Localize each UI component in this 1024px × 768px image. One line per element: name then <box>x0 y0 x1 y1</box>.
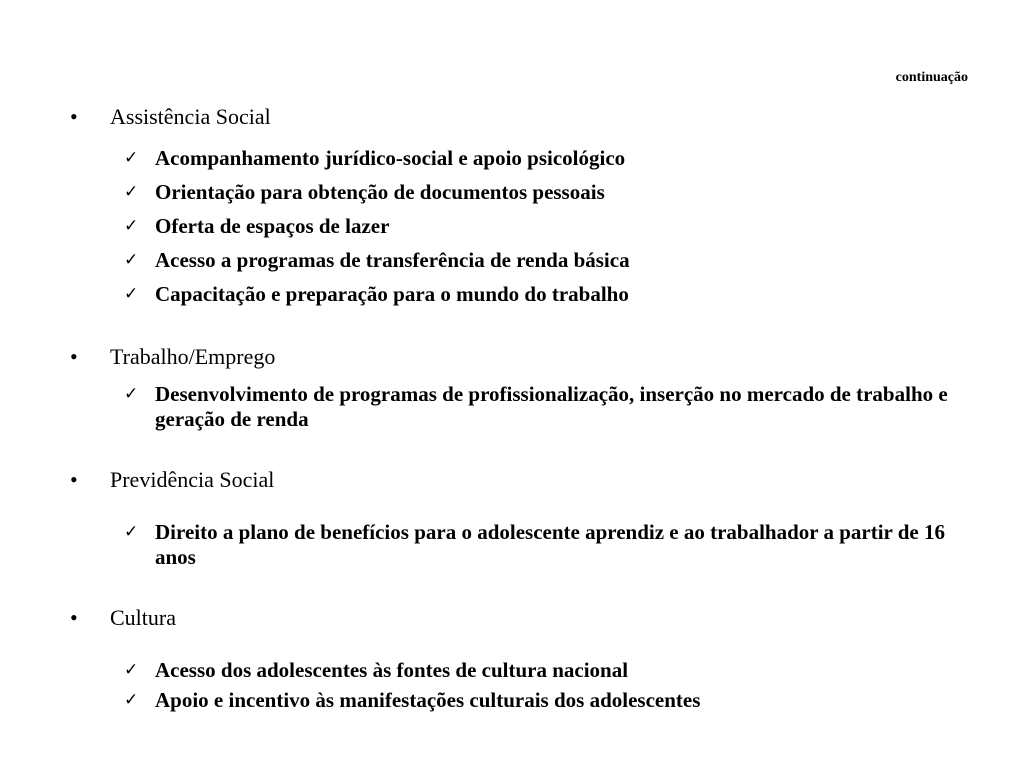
checkmark-icon: ✓ <box>124 182 139 202</box>
list-item-text: Acompanhamento jurídico-social e apoio psicológico <box>155 146 626 170</box>
list-item <box>0 180 1024 205</box>
list-item <box>0 382 1024 432</box>
section-heading: Previdência Social <box>110 467 275 492</box>
checkmark-icon: ✓ <box>124 216 139 236</box>
checkmark-icon: ✓ <box>124 148 139 168</box>
list-item-text: Acesso dos adolescentes às fontes de cultura nacional <box>155 658 629 682</box>
section-trabalho-emprego <box>0 344 1024 432</box>
list-item-text: Capacitação e preparação para o mundo do trabalho <box>155 282 629 306</box>
list-item <box>0 688 1024 713</box>
section-heading-row <box>0 104 1024 130</box>
list-item-text: Oferta de espaços de lazer <box>155 214 390 238</box>
list-item <box>0 214 1024 239</box>
checkmark-icon: ✓ <box>124 660 139 680</box>
list-item <box>0 658 1024 683</box>
list-item-text: Orientação para obtenção de documentos pessoais <box>155 180 605 204</box>
section-heading: Cultura <box>110 605 176 630</box>
list-item-text: Apoio e incentivo às manifestações culturais dos adolescentes <box>155 688 701 712</box>
section-heading-row <box>0 467 1024 493</box>
section-previdencia-social <box>0 467 1024 570</box>
checkmark-icon: ✓ <box>124 522 139 542</box>
section-cultura <box>0 605 1024 713</box>
list-item-text: Acesso a programas de transferência de renda básica <box>155 248 630 272</box>
list-item <box>0 146 1024 171</box>
checkmark-icon: ✓ <box>124 284 139 304</box>
list-item <box>0 282 1024 307</box>
list-item-text: Desenvolvimento de programas de profissionalização, inserção no mercado de trabalho e geração de renda <box>155 382 948 431</box>
checkmark-icon: ✓ <box>124 690 139 710</box>
bullet-icon: • <box>70 467 78 492</box>
section-assistencia-social <box>0 104 1024 307</box>
section-heading: Assistência Social <box>110 104 271 129</box>
checkmark-icon: ✓ <box>124 250 139 270</box>
list-item <box>0 248 1024 273</box>
list-item-text: Direito a plano de benefícios para o adolescente aprendiz e ao trabalhador a partir de 16 anos <box>155 520 946 569</box>
continuation-label: continuação <box>895 70 968 85</box>
bullet-icon: • <box>70 104 78 129</box>
bullet-icon: • <box>70 344 78 369</box>
list-item <box>0 520 1024 570</box>
section-heading-row <box>0 344 1024 370</box>
section-heading: Trabalho/Emprego <box>110 344 276 369</box>
section-heading-row <box>0 605 1024 631</box>
checkmark-icon: ✓ <box>124 384 139 404</box>
bullet-icon: • <box>70 605 78 630</box>
